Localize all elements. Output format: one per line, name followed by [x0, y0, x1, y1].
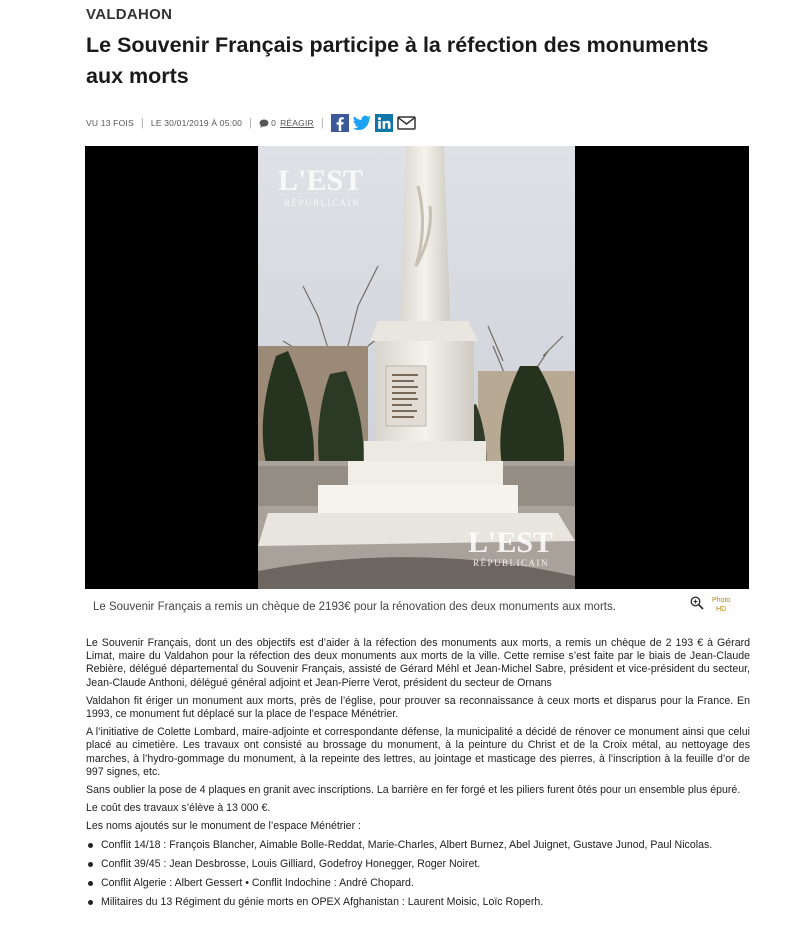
photo-watermark-top [278, 164, 363, 208]
article-paragraph: Sans oublier la pose de 4 plaques en granit avec inscriptions. La barrière en fer forgé et les piliers furent ôtés pour un ensemble plus épuré. [86, 784, 741, 797]
monument-photo [258, 146, 575, 589]
view-count: VU 13 FOIS [86, 118, 134, 128]
article-meta [86, 113, 417, 133]
twitter-icon[interactable] [353, 114, 371, 132]
watermark-top-sub: RÉPUBLICAIN [284, 198, 361, 208]
photo-watermark-bottom [468, 526, 553, 568]
list-item: Conflit 14/18 : François Blancher, Aimable Bolle-Reddat, Marie-Charles, Albert Burnez, Abel Juignet, Gustave Junod, Paul Nicolas. [86, 839, 750, 852]
photo-caption: Le Souvenir Français a remis un chèque de 2193€ pour la rénovation des deux monuments aux morts. [93, 601, 616, 613]
list-item: Conflit Algerie : Albert Gessert • Conflit Indochine : André Chopard. [86, 877, 750, 890]
photo-caption-row [86, 594, 750, 620]
article-photo[interactable] [85, 146, 749, 589]
article-paragraph: Les noms ajoutés sur le monument de l’espace Ménétrier : [86, 820, 361, 833]
watermark-bottom-sub: RÉPUBLICAIN [473, 558, 550, 568]
share-buttons [331, 114, 417, 132]
comment-count: 0 [271, 118, 277, 128]
comment-link[interactable] [259, 118, 314, 128]
watermark-bottom-title: L'EST [468, 526, 554, 559]
publish-date: LE 30/01/2019 À 05:00 [150, 118, 243, 128]
comment-bubble-icon [259, 119, 269, 128]
photo-hd-button[interactable] [690, 596, 730, 614]
photo-hd-label: Photo HD [712, 597, 731, 613]
article-paragraph: Le coût des travaux s’élève à 13 000 €. [86, 802, 271, 815]
zoom-icon [690, 596, 704, 610]
article-paragraph: Le Souvenir Français, dont un des objectifs est d’aider à la réfection des monuments aux morts, a remis un chèque de 2 193 € à Gérard Limat, maire du Valdahon pour la réfection des deux monuments aux morts de la ville. Cette remise s’est faite par le biais de Jean-Claude Rebière, délégué départemental du Souvenir Français, assisté de Gérard Méhl et Jean-Michel Sabre, président et vice-président du secteur, Jean-Claude Anthoni, délégué général adjoint et Jean-Pierre Verot, président du secteur de Ornans [86, 637, 750, 689]
article-title: Le Souvenir Français participe à la réfection des monuments aux morts [86, 33, 709, 88]
names-list [86, 839, 750, 910]
react-link[interactable]: RÉAGIR [280, 118, 314, 128]
mail-icon[interactable] [397, 114, 417, 132]
meta-separator: | [140, 117, 144, 129]
watermark-top-title: L'EST [278, 164, 364, 197]
section-kicker[interactable]: VALDAHON [86, 6, 173, 23]
list-item: Conflit 39/45 : Jean Desbrosse, Louis Gilliard, Godefroy Honegger, Roger Noiret. [86, 858, 750, 871]
meta-separator: | [249, 117, 253, 129]
article-body [86, 637, 750, 915]
list-item: Militaires du 13 Régiment du génie morts en OPEX Afghanistan : Laurent Moisic, Loïc Roperh. [86, 896, 750, 909]
facebook-icon[interactable] [331, 114, 349, 132]
article-paragraph: Valdahon fit ériger un monument aux morts, près de l’église, pour prouver sa reconnaissance à ceux morts et disparus pour la France. En 1993, ce monument fut déplacé sur la place de l’espace Ménétrier. [86, 694, 750, 721]
meta-separator: | [320, 117, 324, 129]
linkedin-icon[interactable] [375, 114, 393, 132]
article-paragraph: A l’initiative de Colette Lombard, maire-adjointe et correspondante défense, la municipalité a décidé de rénover ce monument ainsi que celui placé au cimetière. Les travaux ont consisté au brossage du monument, à la peinture du Christ et de la Croix métal, au nettoyage des marches, à l’hydro-gommage du monument, à la repeinte des lettres, au jointage et masticage des pierres, à l’inscription à la feuille d’or de 997 signes, etc. [86, 726, 750, 778]
